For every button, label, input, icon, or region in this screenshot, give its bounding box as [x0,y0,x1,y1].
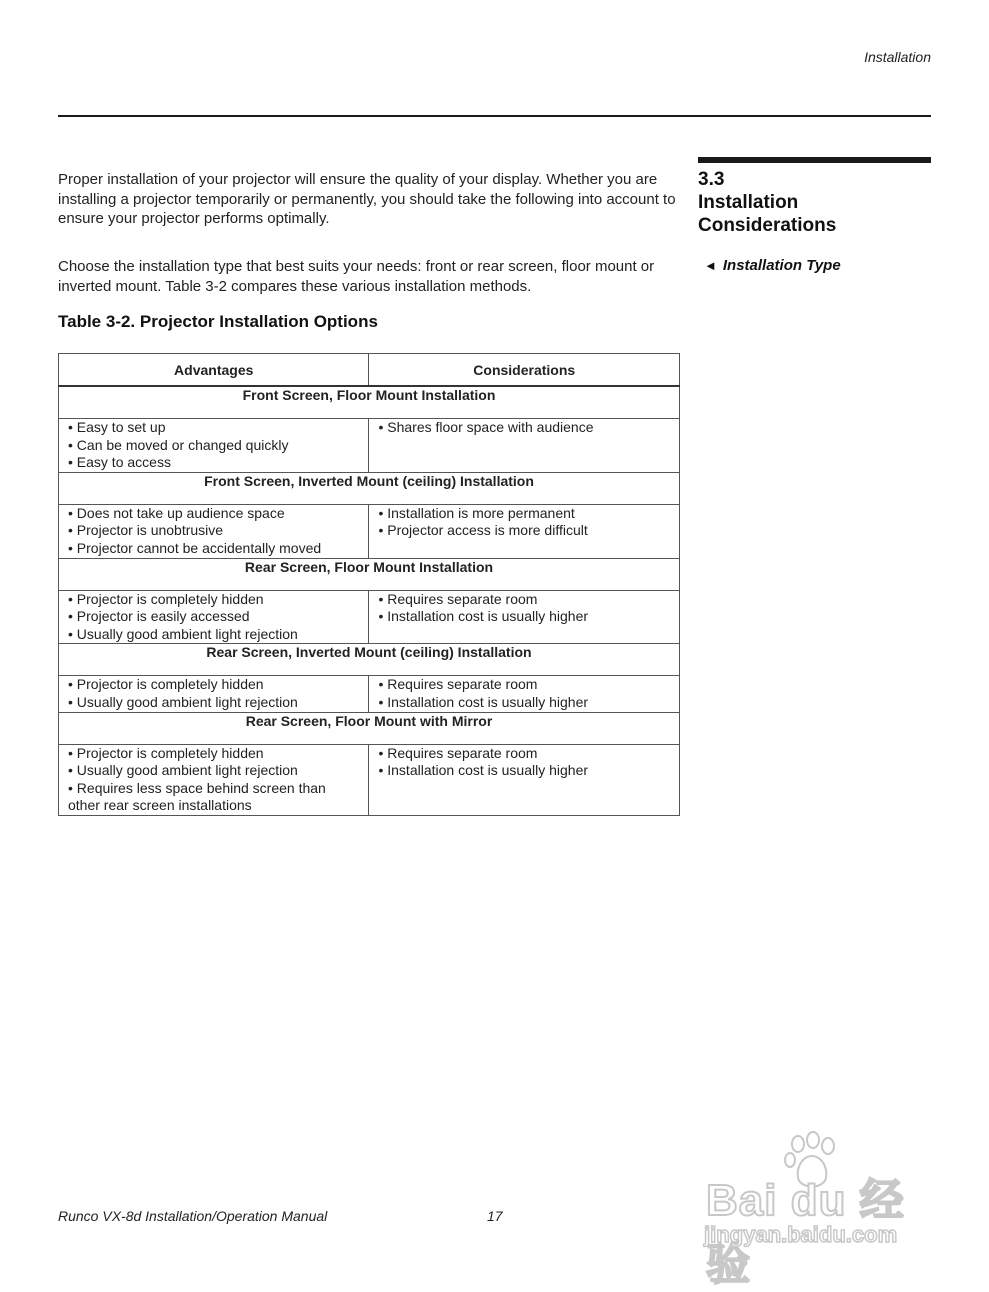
list-item: • Projector access is more difficult [378,522,588,539]
list-item: • Projector is unobtrusive [68,522,224,539]
list-item: • Installation cost is usually higher [378,608,589,625]
group-row [59,644,680,676]
list-item: • Installation cost is usually higher [378,693,589,710]
watermark-logo: Bai du 经验 [706,1176,905,1289]
list-item: • Requires less space behind screen than other rear screen installations [68,779,326,814]
considerations-list [378,505,670,540]
list-item: • Projector is completely hidden [68,590,264,607]
advantages-cell [59,590,369,644]
column-header-advantages: Advantages [59,354,369,387]
list-item: • Installation is more permanent [378,504,575,521]
baidu-watermark [700,1130,932,1289]
page-number: 17 [487,1208,503,1224]
considerations-cell [369,504,680,558]
list-item: • Requires separate room [378,676,538,693]
list-item: • Easy to set up [68,419,166,435]
list-item: • Usually good ambient light rejection [68,693,298,710]
installation-options-table [58,353,680,816]
list-item: • Shares floor space with audience [378,419,594,435]
table-body [59,386,680,815]
considerations-list [378,591,670,626]
list-item: • Projector cannot be accidentally moved [68,539,322,556]
footer-manual-title: Runco VX-8d Installation/Operation Manual [58,1208,328,1224]
table-header-row [59,354,680,387]
arrow-left-icon: ◄ [704,258,717,273]
list-item: • Requires separate room [378,590,538,607]
advantages-list [68,745,359,815]
installation-type-paragraph: Choose the installation type that best suits your needs: front or rear screen, floor mount or inverted mount. Table 3-2 compares these various installation methods. [58,258,655,295]
group-title: Front Screen, Inverted Mount (ceiling) Installation [59,472,680,504]
list-item: • Can be moved or changed quickly [68,436,289,453]
table-row [59,744,680,815]
list-item: • Easy to access [68,454,171,471]
section-heading [698,168,931,237]
list-item: • Projector is easily accessed [68,608,250,625]
column-header-considerations: Considerations [369,354,680,387]
list-item: • Usually good ambient light rejection [68,625,298,642]
advantages-list [68,505,359,558]
advantages-cell [59,419,369,473]
list-item: • Projector is completely hidden [68,744,264,761]
table-row [59,504,680,558]
advantages-list [68,676,359,711]
list-item: • Requires separate room [378,744,538,761]
considerations-list [378,745,670,780]
group-title: Front Screen, Floor Mount Installation [59,386,680,419]
group-row [59,472,680,504]
table-row [59,590,680,644]
section-number: 3.3 [698,169,725,190]
advantages-cell [59,744,369,815]
group-row [59,712,680,744]
considerations-cell [369,676,680,712]
group-title: Rear Screen, Floor Mount Installation [59,558,680,590]
list-item: • Usually good ambient light rejection [68,762,298,779]
list-item: • Installation cost is usually higher [378,762,589,779]
section-title-line1: Installation [698,192,799,213]
group-title: Rear Screen, Floor Mount with Mirror [59,712,680,744]
table-row [59,419,680,473]
advantages-list [68,419,359,472]
sidebar-note [704,257,841,274]
advantages-cell [59,504,369,558]
advantages-list [68,591,359,644]
list-item: • Projector is completely hidden [68,676,264,693]
table-caption: Table 3-2. Projector Installation Options [58,312,378,331]
considerations-list [378,419,670,437]
considerations-cell [369,590,680,644]
considerations-cell [369,419,680,473]
watermark-url: jingyan.baidu.com [704,1222,898,1247]
considerations-list [378,676,670,711]
running-header: Installation [864,49,931,65]
group-row [59,558,680,590]
intro-paragraph: Proper installation of your projector will ensure the quality of your display. Whether you are installing a projector temporarily or permanently, you should take the following into account to ensure your projector performs optimally. [58,171,676,227]
sidebar-note-label: Installation Type [722,257,841,274]
table-row [59,676,680,712]
sidebar-rule [698,157,931,163]
considerations-cell [369,744,680,815]
section-title-line2: Considerations [698,215,837,236]
advantages-cell [59,676,369,712]
list-item: • Does not take up audience space [68,504,285,521]
group-row [59,386,680,419]
header-rule [58,115,931,117]
group-title: Rear Screen, Inverted Mount (ceiling) Installation [59,644,680,676]
